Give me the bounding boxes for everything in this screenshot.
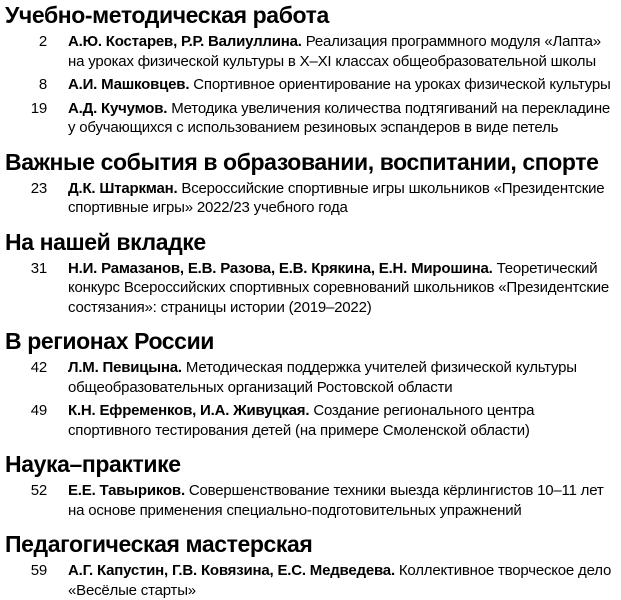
item-text	[68, 99, 613, 138]
section-title: На нашей вкладке	[5, 228, 206, 255]
page-number: 8	[38, 76, 47, 93]
item-text	[68, 32, 613, 71]
section-in-regions-of-russia	[5, 328, 613, 440]
toc-item	[5, 358, 613, 397]
item-title: Всероссийские спортивные игры школьников «Президентские спортивные игры» 2022/23 учебного года	[68, 179, 605, 216]
toc-item	[5, 179, 613, 218]
section-pedagogical-workshop	[5, 531, 613, 600]
item-text	[68, 358, 613, 397]
toc-item	[5, 32, 613, 71]
toc-item	[5, 401, 613, 440]
section-title: Педагогическая мастерская	[5, 531, 313, 557]
toc-item	[5, 561, 613, 600]
item-authors: А.Д. Кучумов.	[68, 99, 168, 117]
item-title: Реализация программного модуля «Лапта» на уроках физической культуры в X–XI классах общеобразовательной школы	[68, 33, 601, 70]
section-title: В регионах России	[5, 328, 215, 354]
page-number: 23	[30, 179, 47, 197]
item-text	[68, 481, 613, 520]
item-title: Методическая поддержка учителей физической культуры общеобразовательных организаций Ростовской области	[68, 359, 577, 396]
toc-item	[5, 99, 613, 138]
item-title: Коллективное творческое дело «Весёлые старты»	[68, 562, 612, 599]
item-text	[68, 179, 613, 218]
item-authors: А.И. Машковцев.	[68, 76, 190, 93]
toc-item	[5, 481, 613, 520]
item-title: Методика увеличения количества подтягиваний на перекладине у обучающихся с использованием резиновых эспандеров в виде петель	[68, 99, 611, 136]
item-title: Совершенствование техники выезда кёрлингистов 10–11 лет на основе применения специально-подготовительных упражнений	[68, 482, 604, 519]
item-text	[68, 75, 611, 95]
item-authors: К.Н. Ефременков, И.А. Живуцкая.	[68, 402, 310, 419]
section-title: Наука–практике	[5, 451, 181, 477]
page-number: 49	[30, 402, 47, 419]
item-authors: А.Г. Капустин, Г.В. Ковязина, Е.С. Медведева.	[68, 562, 395, 579]
section-important-events	[5, 149, 613, 218]
item-title: Теоретический конкурс Всероссийских спортивных соревнований школьников «Президентские состязания»: страницы истории (2019–2022)	[68, 259, 610, 316]
section-teaching-methodology	[5, 2, 613, 138]
page-number: 31	[30, 259, 47, 277]
page-number: 2	[38, 33, 47, 50]
toc-item	[5, 75, 613, 95]
item-text	[68, 401, 613, 440]
item-title: Создание регионального центра спортивного тестирования детей (на примере Смоленской области)	[68, 402, 535, 439]
item-authors: Д.К. Штаркман.	[68, 179, 178, 197]
page-number: 52	[30, 482, 47, 499]
section-title: Важные события в образовании, воспитании, спорте	[5, 148, 599, 175]
item-authors: Н.И. Рамазанов, Е.В. Разова, Е.В. Крякина, Е.Н. Мирошина.	[68, 259, 493, 277]
item-title: Спортивное ориентирование на уроках физической культуры	[193, 76, 611, 93]
section-science-to-practice	[5, 451, 613, 520]
page-number: 19	[30, 99, 47, 117]
item-text	[68, 259, 613, 318]
item-text	[68, 561, 613, 600]
page-number: 42	[30, 359, 47, 376]
item-authors: Л.М. Певицына.	[68, 359, 182, 376]
item-authors: А.Ю. Костарев, Р.Р. Валиуллина.	[68, 33, 302, 50]
section-on-our-insert	[5, 229, 613, 318]
page-number: 59	[30, 562, 47, 579]
item-authors: Е.Е. Тавыриков.	[68, 482, 185, 499]
toc-item	[5, 259, 613, 318]
section-title: Учебно-методическая работа	[5, 2, 329, 28]
